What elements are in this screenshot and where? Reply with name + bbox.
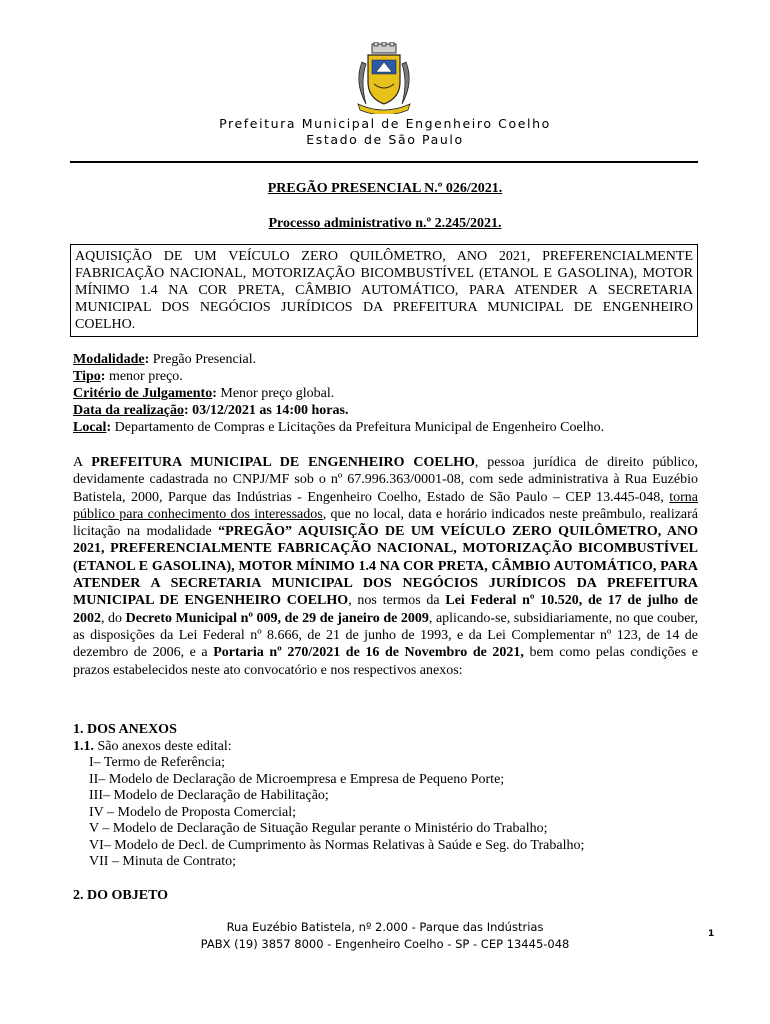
list-item: V – Modelo de Declaração de Situação Regular perante o Ministério do Trabalho; [89, 821, 548, 836]
preamble-portaria: Portaria nº 270/2021 de 16 de Novembro de 2021, [213, 645, 524, 661]
tipo-row: Tipo: menor preço. [73, 369, 183, 384]
municipal-coat-of-arms-icon [352, 42, 416, 114]
local-value: Departamento de Compras e Licitações da Prefeitura Municipal de Engenheiro Coelho. [111, 420, 605, 435]
page-number: 1 [708, 929, 715, 939]
data-row: Data da realização: 03/12/2021 as 14:00 horas. [73, 403, 349, 418]
list-item: VI– Modelo de Decl. de Cumprimento às Normas Relativas à Saúde e Seg. do Trabalho; [89, 837, 585, 853]
footer-contact: PABX (19) 3857 8000 - Engenheiro Coelho - SP - CEP 13445-048 [200, 937, 570, 951]
criterio-row: Critério de Julgamento: Menor preço global. [73, 386, 335, 401]
preamble-text: , aplicando-se, subsidiariamente, no que couber, as disposições da Lei Federal nº 8.666, de 21 de junho de 1993, e da Lei Complementar nº 123, de 14 de dezembro de 2006, e a [73, 610, 699, 661]
preamble-object: “PREGÃO” AQUISIÇÃO DE UM VEÍCULO ZERO QUILÔMETRO, ANO 2021, PREFERENCIALMENTE FABRICAÇÃO NACIONAL, MOTORIZAÇÃO BICOMBUSTÍVEL (ETANOL E GASOLINA), MOTOR MÍNIMO 1.4 NA COR PRETA, CÂMBIO AUTOMÁTICO, PARA ATENDER A SECRETARIA MUNICIPAL DOS NEGÓCIOS JURÍDICOS DA PREFEITURA MUNICIPAL DE ENGENHEIRO COELHO [73, 524, 698, 609]
metadata-block [73, 351, 698, 436]
list-item: III– Modelo de Declaração de Habilitação; [89, 788, 329, 803]
processo-title: Processo administrativo n.º 2.245/2021. [268, 216, 502, 231]
preamble-text: A [73, 455, 92, 470]
subsection-1-1 [73, 739, 698, 756]
object-box: AQUISIÇÃO DE UM VEÍCULO ZERO QUILÔMETRO, ANO 2021, PREFERENCIALMENTE FABRICAÇÃO NACIONAL, MOTORIZAÇÃO BICOMBUSTÍVEL (ETANOL E GASOLINA), MOTOR MÍNIMO 1.4 NA COR PRETA, CÂMBIO AUTOMÁTICO, PARA ATENDER A SECRETARIA MUNICIPAL DOS NEGÓCIOS JURÍDICOS DA PREFEITURA MUNICIPAL DE ENGENHEIRO COELHO. [70, 244, 698, 337]
preamble-text: bem como pelas condições e prazos estabelecidos neste ato convocatório e nos respectivos anexos: [73, 645, 698, 678]
footer-address: Rua Euzébio Batistela, nº 2.000 - Parque das Indústrias [226, 920, 544, 934]
pregao-title: PREGÃO PRESENCIAL N.º 026/2021. [267, 181, 503, 196]
modalidade-label: Modalidade [73, 352, 145, 367]
list-item: VII – Minuta de Contrato; [89, 854, 236, 869]
data-value: 03/12/2021 as 14:00 horas. [188, 403, 349, 418]
tipo-value: menor preço. [105, 369, 183, 384]
data-label: Data da realização [73, 403, 184, 418]
section-heading: 1. DOS ANEXOS [73, 722, 177, 737]
preamble-text: , que no local, data e horário indicados neste preâmbulo, realizará licitação na modalidade [73, 506, 699, 540]
section-anexos [73, 722, 698, 871]
list-item: IV – Modelo de Proposta Comercial; [89, 804, 296, 820]
subsection-number: 1.1. [73, 738, 94, 754]
preamble-decree: Decreto Municipal nº 009, de 29 de janeiro de 2009 [125, 610, 429, 626]
list-item: I– Termo de Referência; [89, 755, 225, 770]
preamble-paragraph [73, 454, 698, 679]
list-item: II– Modelo de Declaração de Microempresa e Empresa de Pequeno Porte; [89, 771, 505, 787]
preamble-text: , nos termos da [348, 593, 446, 609]
local-row: Local: Departamento de Compras e Licitações da Prefeitura Municipal de Engenheiro Coelho. [73, 420, 605, 435]
preamble-text: , do [101, 610, 126, 626]
subsection-text: São anexos deste edital: [94, 738, 232, 754]
modalidade-value: Pregão Presencial. [149, 352, 257, 367]
preamble-text: , pessoa jurídica de direito público, devidamente cadastrada no CNPJ/MF sob o nº 67.996.363/0001-08, com sede administrativa à Rua Euzébio Batistela, 2000, Parque das Indústrias - Engenheiro Coelho, Estado de São Paulo – CEP 13.445-048, [73, 455, 698, 505]
header-divider [70, 161, 698, 163]
criterio-value: Menor preço global. [216, 386, 335, 401]
header-state: Estado de São Paulo [306, 132, 464, 147]
preamble-entity: PREFEITURA MUNICIPAL DE ENGENHEIRO COELHO [91, 455, 475, 470]
tipo-label: Tipo [73, 369, 101, 384]
header-municipality: Prefeitura Municipal de Engenheiro Coelho [219, 116, 551, 131]
criterio-label: Critério de Julgamento [73, 386, 213, 401]
section-objeto-heading: 2. DO OBJETO [73, 888, 169, 903]
local-label: Local [73, 420, 107, 435]
preamble-law: Lei Federal nº 10.520, de 17 de julho de 2002 [73, 593, 699, 626]
preamble-underlined: torna público para conhecimento dos interessados [73, 489, 698, 522]
modalidade-row: Modalidade: Pregão Presencial. [73, 352, 257, 367]
